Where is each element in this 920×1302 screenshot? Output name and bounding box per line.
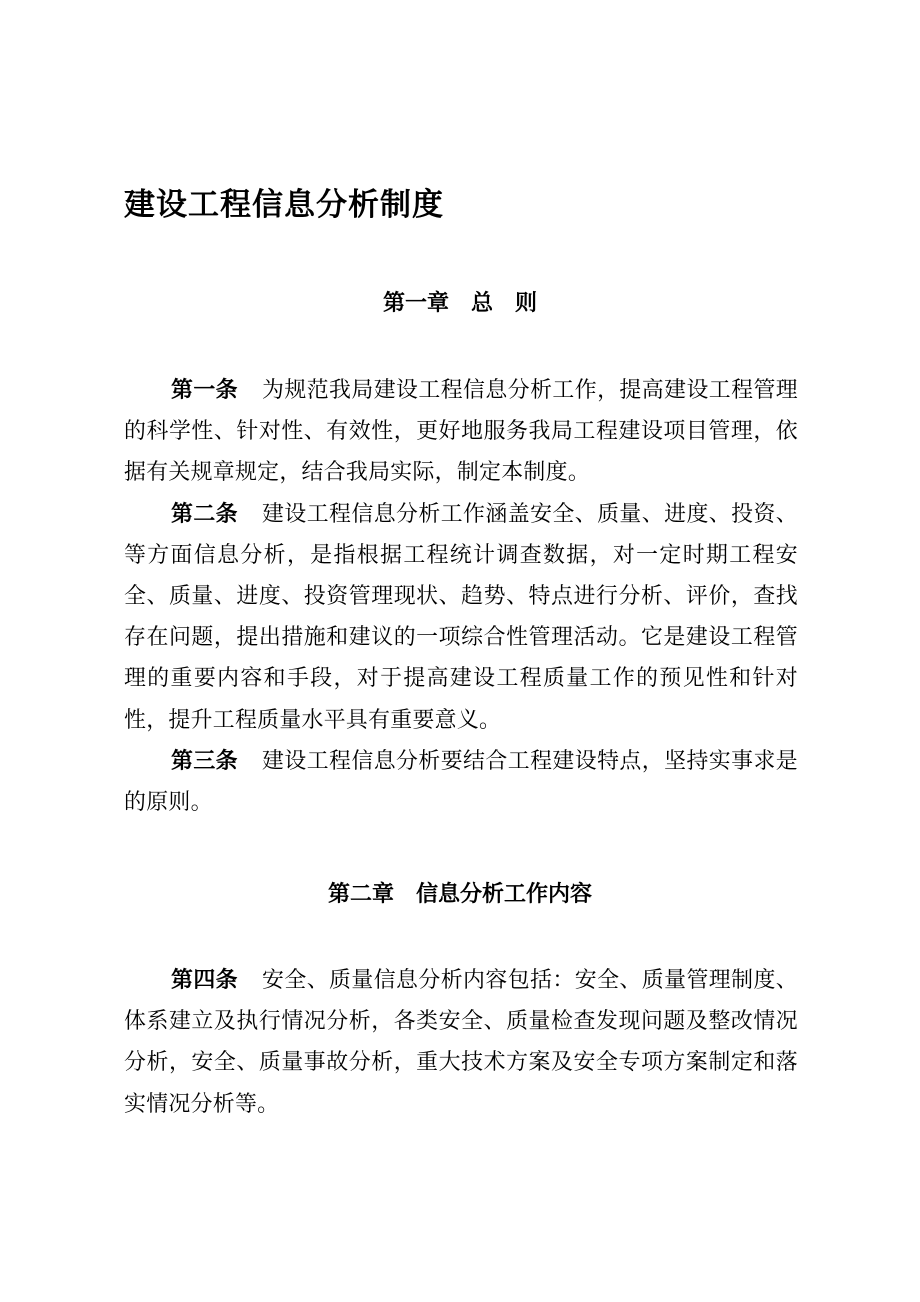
article-text: 建设工程信息分析要结合工程建设特点，坚持实事求是的原则。 bbox=[124, 748, 798, 816]
article-text: 建设工程信息分析工作涵盖安全、质量、进度、投资、等方面信息分析，是指根据工程统计调查数据，对一定时期工程安全、质量、进度、投资管理现状、趋势、特点进行分析、评价，查找存在问题，提出措施和建议的一项综合性管理活动。它是建设工程管理的重要内容和手段，对于提高建设工程质量工作的预见性和针对性，提升工程质量水平具有重要意义。 bbox=[124, 501, 798, 733]
article-label: 第四条 bbox=[171, 968, 239, 993]
article-3 bbox=[124, 741, 798, 823]
document-title: 建设工程信息分析制度 bbox=[124, 187, 444, 223]
article-label: 第二条 bbox=[171, 501, 239, 527]
chapter-1-heading: 第一章 总 则 bbox=[382, 291, 537, 316]
chapter-2-heading: 第二章 信息分析工作内容 bbox=[327, 882, 592, 907]
article-text: 为规范我局建设工程信息分析工作，提高建设工程管理的科学性、针对性、有效性，更好地服务我局工程建设项目管理，依据有关规章规定，结合我局实际，制定本制度。 bbox=[124, 378, 798, 486]
article-text: 安全、质量信息分析内容包括：安全、质量管理制度、体系建立及执行情况分析，各类安全、质量检查发现问题及整改情况分析，安全、质量事故分析，重大技术方案及安全专项方案制定和落实情况分析等。 bbox=[124, 968, 798, 1117]
article-label: 第一条 bbox=[171, 378, 239, 403]
article-4 bbox=[124, 960, 798, 1125]
article-1 bbox=[124, 370, 798, 494]
article-2 bbox=[124, 494, 798, 741]
article-label: 第三条 bbox=[171, 748, 239, 774]
chapter-2-body bbox=[124, 960, 798, 1125]
chapter-1-body bbox=[124, 370, 798, 823]
